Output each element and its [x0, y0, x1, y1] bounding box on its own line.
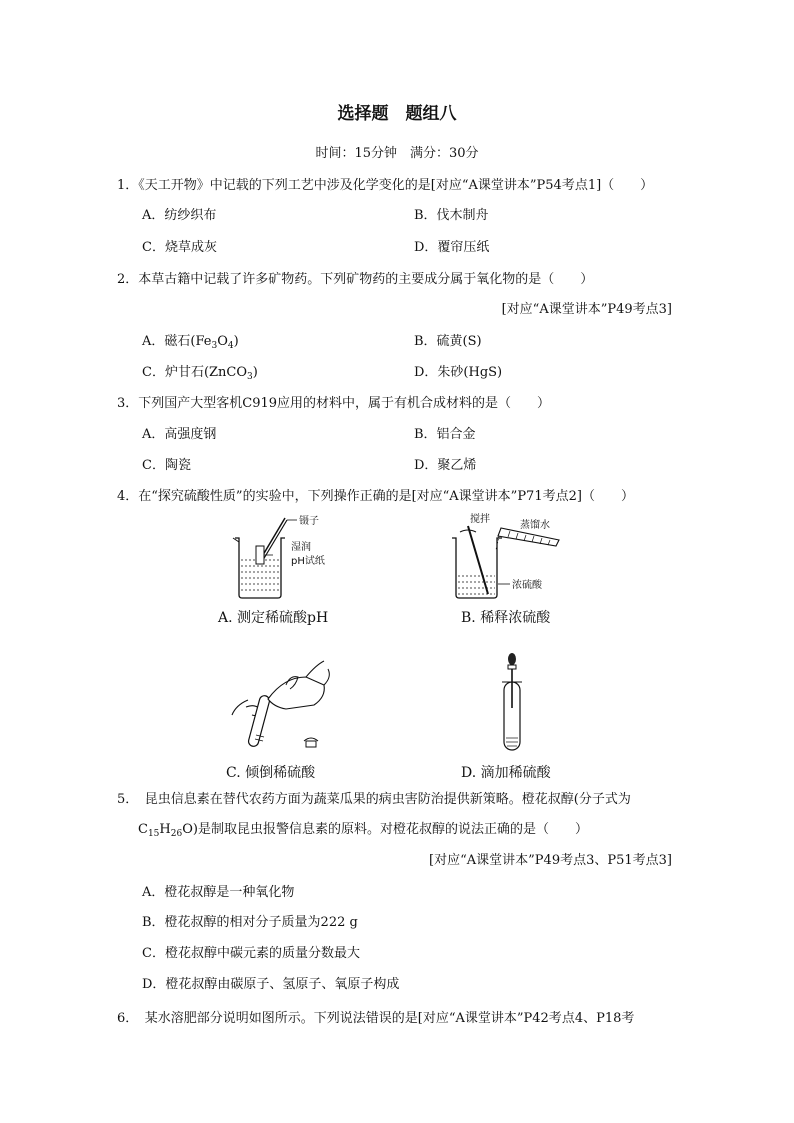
figure-a-caption: A. 测定稀硫酸pH [218, 610, 329, 626]
question-2-stem: 2．本草古籍中记载了许多矿物药。下列矿物药的主要成分属于氧化物的是（ ） [117, 272, 594, 287]
question-5-option-b: B．橙花叔醇的相对分子质量为222 g [142, 915, 358, 930]
question-2-option-d: D．朱砂(HgS) [414, 365, 503, 380]
question-6-stem: 6． 某水溶肥部分说明如图所示。下列说法错误的是[对应“A课堂讲本”P42考点4、P18考 [117, 1011, 635, 1026]
question-5-stem-line-1: 5． 昆虫信息素在替代农药方面为蔬菜瓜果的病虫害防治提供新策略。橙花叔醇(分子式为 [117, 792, 631, 807]
label-wet-ph-paper-2: pH试纸 [291, 556, 325, 567]
question-5-option-a: A．橙花叔醇是一种氧化物 [142, 885, 295, 900]
question-2-reference: [对应“A课堂讲本”P49考点3] [501, 302, 672, 317]
question-5-reference: [对应“A课堂讲本”P49考点3、P51考点3] [429, 853, 672, 868]
question-5-option-c: C．橙花叔醇中碳元素的质量分数最大 [142, 946, 360, 961]
question-3-option-d: D．聚乙烯 [414, 458, 477, 473]
question-1-option-d: D．覆帘压纸 [414, 240, 490, 255]
question-4-stem: 4．在“探究硫酸性质”的实验中，下列操作正确的是[对应“A课堂讲本”P71考点2]（ ） [117, 489, 634, 504]
figure-b-caption: B. 稀释浓硫酸 [461, 610, 551, 626]
exam-meta: 时间：15分钟 满分：30分 [315, 146, 479, 161]
label-tweezers: 镊子 [299, 516, 319, 527]
page-title: 选择题 题组八 [337, 104, 457, 124]
question-1-option-a: A．纺纱织布 [142, 208, 217, 223]
question-3-option-b: B．铝合金 [414, 427, 476, 442]
question-2-option-a: A．磁石$(Fe_3O_4)$ [142, 334, 239, 351]
question-1-option-b: B．伐木制舟 [414, 208, 489, 223]
figure-d-caption: D. 滴加稀硫酸 [461, 765, 551, 781]
question-5-stem-line-2: $C_{15}H_{26}O$)是制取昆虫报警信息素的原料。对橙花叔醇的说法正确的是（ ） [138, 822, 588, 839]
question-1-stem: 1．《天工开物》中记载的下列工艺中涉及化学变化的是[对应“A课堂讲本”P54考点1]（ ） [117, 178, 654, 193]
figure-c-caption: C. 倾倒稀硫酸 [226, 765, 316, 781]
question-3-option-c: C．陶瓷 [142, 458, 191, 473]
figure-c-pouring [228, 655, 348, 755]
question-3-stem: 3．下列国产大型客机C919应用的材料中，属于有机合成材料的是（ ） [117, 396, 551, 411]
question-2-option-c: C．炉甘石(ZnCO$_3$) [142, 365, 258, 382]
question-5-option-d: D．橙花叔醇由碳原子、氢原子、氧原子构成 [142, 977, 400, 992]
question-2-option-b: B．硫黄(S) [414, 334, 482, 349]
label-wet-ph-paper-1: 湿润 [291, 542, 311, 553]
label-stir: 搅拌 [470, 514, 490, 525]
label-concentrated-acid: 浓硫酸 [512, 580, 542, 591]
figure-d-dropping [497, 652, 527, 756]
figure-a-ph-measurement [225, 510, 345, 605]
figure-b-dilution [446, 510, 586, 605]
question-3-option-a: A．高强度钢 [142, 427, 217, 442]
question-1-option-c: C．烧草成灰 [142, 240, 217, 255]
label-distilled-water: 蒸馏水 [520, 520, 550, 531]
